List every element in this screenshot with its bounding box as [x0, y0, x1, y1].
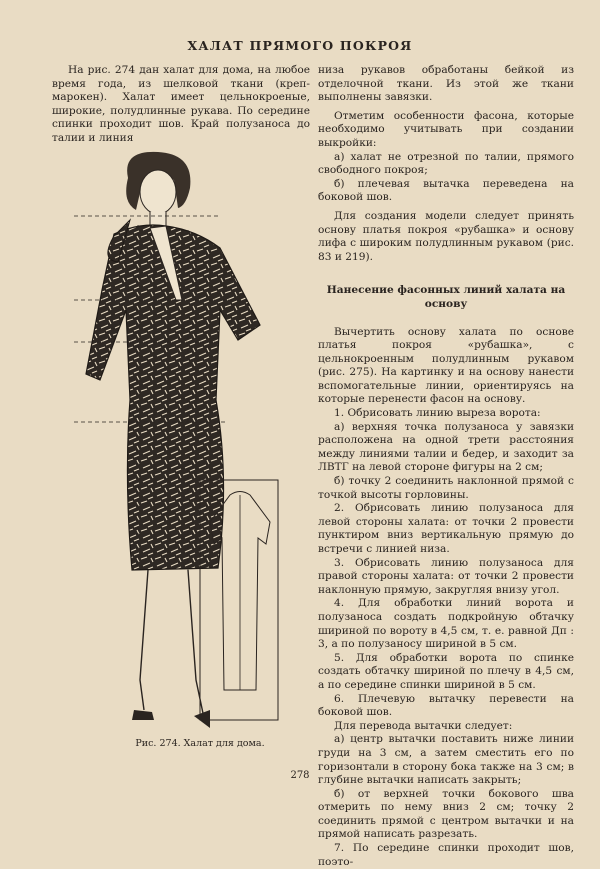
figure-caption: Рис. 274. Халат для дома.: [135, 738, 265, 749]
list-item: а) верхняя точка полузаноса у завязки расположена на одной трети расстояния между линиями талии и бедер, и заходит за ЛВТГ на левой стороне фигуры на 2 см;: [318, 420, 574, 474]
page-title: ХАЛАТ ПРЯМОГО ПОКРОЯ: [187, 38, 413, 53]
list-item: 3. Обрисовать линию полузаноса для правой стороны халата: от точки 2 провести наклонную прямую, закругляя внизу угол.: [318, 556, 574, 596]
list-item: 2. Обрисовать линию полузаноса для левой стороны халата: от точки 2 провести пунктиром вниз вертикальную прямую до встречи с линией низа.: [318, 502, 574, 555]
section-heading: Нанесение фасонных линий халата на основу: [326, 284, 566, 310]
paragraph: Для создания модели следует принять основу платья покроя «рубашка» и основу лифа с широким полудлинным рукавом (рис. 83 и 219).: [318, 209, 574, 263]
list-item: 7. По середине спинки проходит шов, поэто-: [318, 842, 574, 868]
list-item: 6. Плечевую вытачку перевести на боковой шов.: [318, 692, 574, 719]
figure-274: [70, 150, 310, 735]
list-item: 5. Для обработки ворота по спинке создать обтачку шириной по плечу в 4,5 см, а по середине спинки шириной в 5 см.: [318, 651, 574, 691]
list-item: а) центр вытачки поставить ниже линии груди на 3 см, а затем сместить его по горизонтали в сторону бока также на 3 см; в глубине вытачки написать закрыть;: [318, 733, 574, 787]
paragraph: Вычертить основу халата по основе платья покроя «рубашка», с цельнокроенным полудлинным рукавом (рис. 275). На картинку и на основу нанести вспомогательные линии, ориентируясь на которые перенести фасон на основу.: [318, 325, 574, 406]
dress-illustration: [70, 150, 310, 735]
list-item: 4. Для обработки линий ворота и полузаноса создать подкройную обтачку шириной по вороту в 4,5 см, т. е. равной Дп : 3, а по полузаносу шириной в 5 см.: [318, 597, 574, 651]
list-item: б) от верхней точки бокового шва отмерить по нему вниз 2 см; точку 2 соединить прямой с центром вытачки и на прямой написать разрезать.: [318, 787, 574, 841]
list-item: б) плечевая вытачка переведена на боковой шов.: [318, 177, 574, 204]
paragraph: низа рукавов обработаны бейкой из отделочной ткани. Из этой же ткани выполнены завязки.: [318, 64, 574, 104]
page-number: 278: [290, 770, 310, 781]
list-item: 1. Обрисовать линию выреза ворота:: [334, 407, 541, 420]
left-column: [52, 64, 310, 146]
right-column: [318, 64, 574, 869]
list-item: а) халат не отрезной по талии, прямого свободного покроя;: [318, 150, 574, 177]
paragraph: Отметим особенности фасона, которые необходимо учитывать при создании выкройки:: [318, 109, 574, 149]
list-item: б) точку 2 соединить наклонной прямой с точкой высоты горловины.: [318, 475, 574, 501]
intro-paragraph: На рис. 274 дан халат для дома, на любое время года, из шелковой ткани (креп-марокен). Халат имеет цельнокроеные, широкие, полудлинные рукава. По середине спинки проходит шов. Край полузаноса до талии и линия: [52, 64, 310, 144]
list-item: Для перевода вытачки следует:: [334, 719, 513, 732]
